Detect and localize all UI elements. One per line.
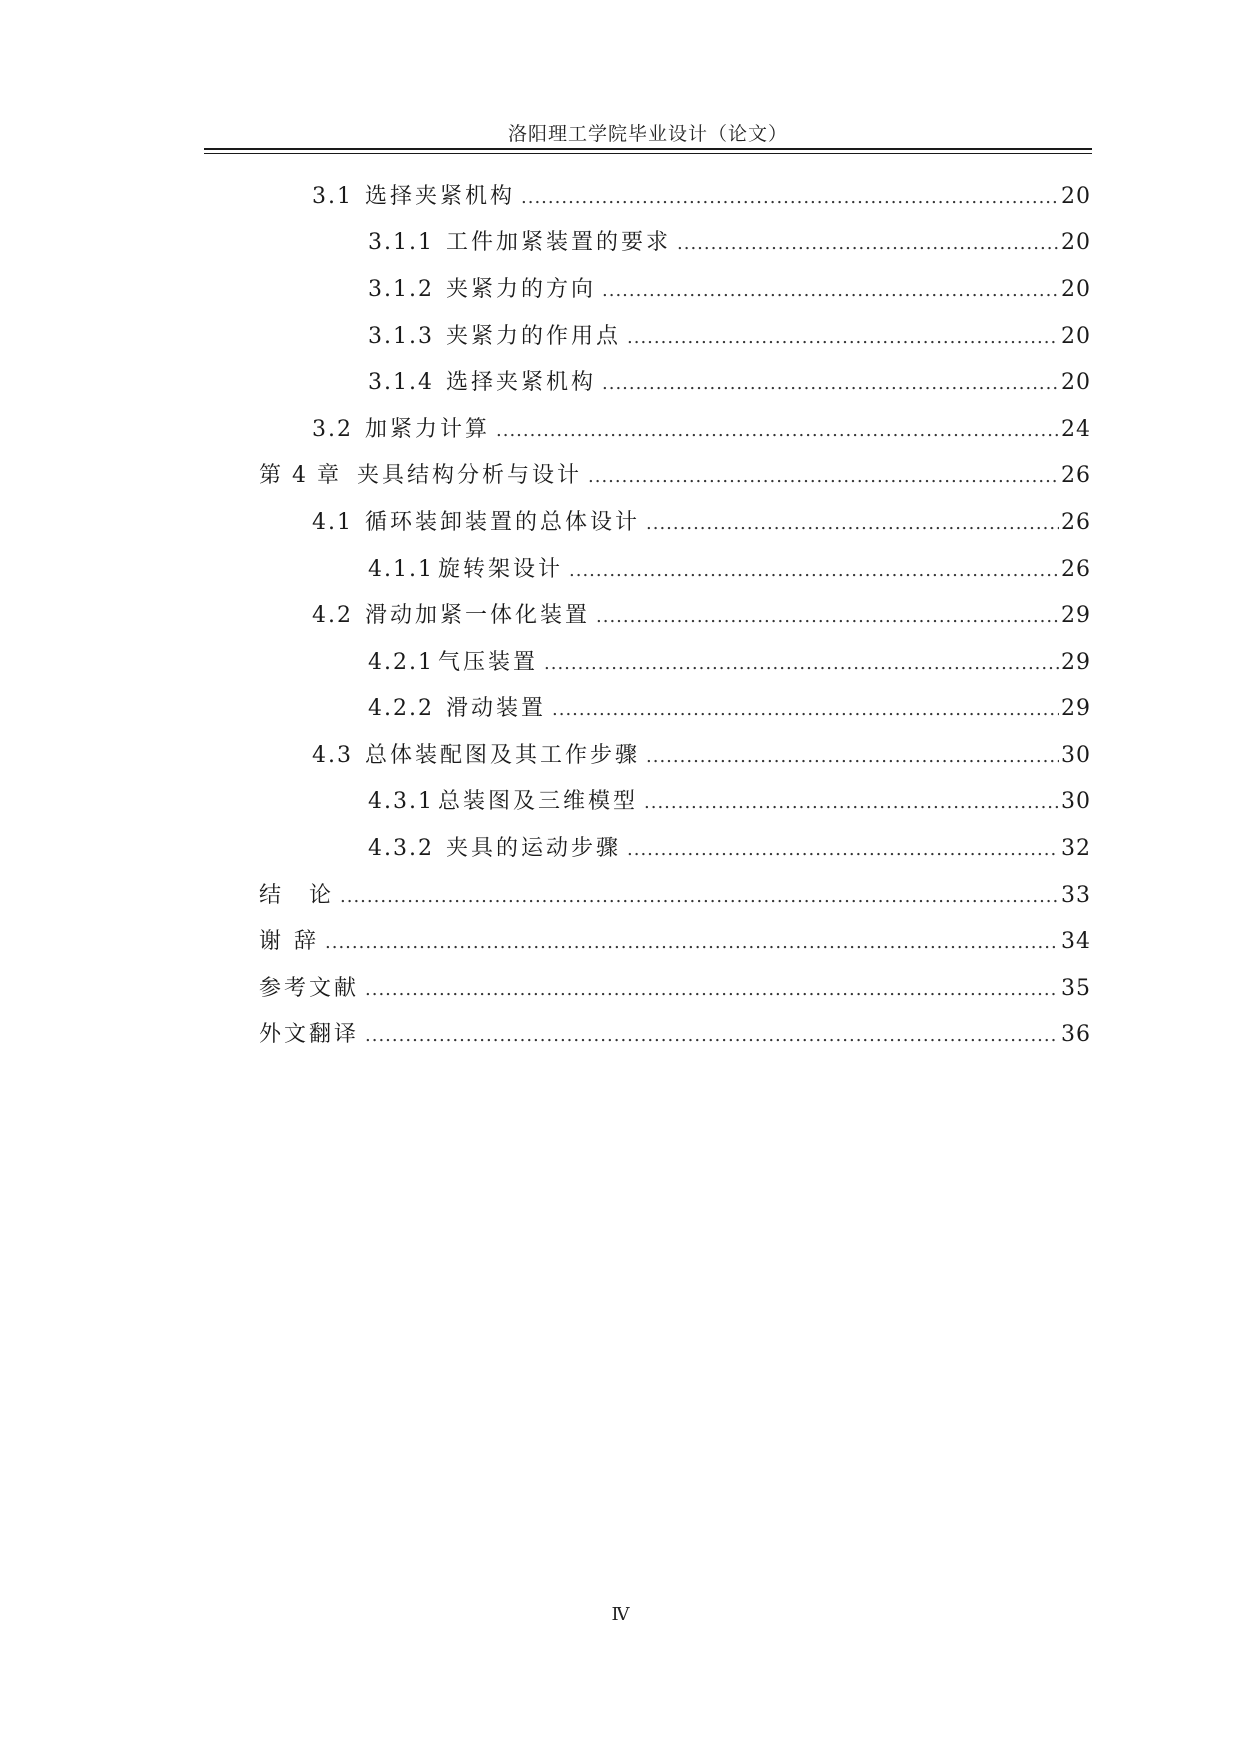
toc-entry-page: 26 xyxy=(1061,463,1091,488)
toc-entry[interactable] xyxy=(368,365,1091,405)
toc-entry-page: 36 xyxy=(1061,1022,1091,1047)
toc-entry-page: 20 xyxy=(1061,370,1091,395)
toc-leader-dots xyxy=(521,187,1059,208)
toc-entry[interactable] xyxy=(368,552,1091,592)
toc-entry-number: 3.2 xyxy=(312,417,353,442)
toc-leader-dots xyxy=(627,327,1059,348)
toc-leader-dots xyxy=(644,792,1059,813)
toc-leader-dots xyxy=(496,420,1059,441)
toc-leader-dots xyxy=(365,979,1059,1000)
header-rule xyxy=(204,148,1092,150)
toc-entry-number: 3.1.3 xyxy=(368,324,434,349)
toc-entry-number: 3.1 xyxy=(312,184,353,209)
toc-leader-dots xyxy=(646,746,1059,767)
toc-entry-title: 气压装置 xyxy=(437,650,538,675)
toc-entry-number: 4.2 xyxy=(312,603,353,628)
toc-entry-title: 结 论 xyxy=(259,883,335,908)
toc-entry-page: 30 xyxy=(1061,743,1091,768)
toc-entry-number: 4.2.2 xyxy=(368,696,434,721)
toc-entry-page: 33 xyxy=(1061,883,1091,908)
toc-entry-title: 循环装卸装置的总体设计 xyxy=(365,510,641,535)
toc-entry-page: 20 xyxy=(1061,324,1091,349)
toc-entry-title: 夹具结构分析与设计 xyxy=(356,463,582,488)
toc-entry-page: 35 xyxy=(1061,976,1091,1001)
toc-entry[interactable] xyxy=(259,1017,1091,1057)
toc-entry-title: 总装图及三维模型 xyxy=(437,789,638,814)
toc-entry[interactable] xyxy=(368,319,1091,359)
toc-entry-title: 外文翻译 xyxy=(259,1022,360,1047)
toc-leader-dots xyxy=(325,932,1059,953)
toc-entry-page: 34 xyxy=(1061,929,1091,954)
toc-entry[interactable] xyxy=(259,458,1091,498)
toc-entry[interactable] xyxy=(259,878,1091,918)
toc-entry[interactable] xyxy=(312,738,1091,778)
toc-leader-dots xyxy=(646,513,1059,534)
toc-leader-dots xyxy=(588,466,1059,487)
toc-entry-number: 3.1.4 xyxy=(368,370,434,395)
toc-entry[interactable] xyxy=(312,179,1091,219)
toc-leader-dots xyxy=(627,839,1059,860)
toc-entry-title: 滑动装置 xyxy=(445,696,546,721)
toc-entry-number: 4.2.1 xyxy=(368,650,434,675)
toc-leader-dots xyxy=(365,1025,1059,1046)
toc-entry[interactable] xyxy=(368,831,1091,871)
header-rule-thin xyxy=(204,153,1092,154)
toc-entry-number: 4.1.1 xyxy=(368,557,434,582)
toc-entry-page: 29 xyxy=(1061,650,1091,675)
toc-entry-page: 26 xyxy=(1061,510,1091,535)
toc-entry-page: 20 xyxy=(1061,230,1091,255)
toc-leader-dots xyxy=(677,233,1059,254)
toc-entry[interactable] xyxy=(259,924,1091,964)
toc-entry-page: 24 xyxy=(1061,417,1091,442)
toc-entry-title: 旋转架设计 xyxy=(437,557,563,582)
toc-entry-title: 夹紧力的作用点 xyxy=(445,324,621,349)
toc-entry-page: 29 xyxy=(1061,603,1091,628)
toc-entry-title: 加紧力计算 xyxy=(365,417,491,442)
toc-leader-dots xyxy=(340,886,1059,907)
toc-entry-number: 3.1.2 xyxy=(368,277,434,302)
toc-entry-title: 工件加紧装置的要求 xyxy=(445,230,671,255)
toc-entry[interactable] xyxy=(312,505,1091,545)
toc-entry-title: 滑动加紧一体化装置 xyxy=(365,603,591,628)
toc-leader-dots xyxy=(602,280,1059,301)
toc-entry-title: 参考文献 xyxy=(259,976,360,1001)
toc-entry[interactable] xyxy=(312,598,1091,638)
toc-entry-page: 32 xyxy=(1061,836,1091,861)
toc-entry-title: 谢 辞 xyxy=(259,929,319,954)
toc-entry-title: 夹紧力的方向 xyxy=(445,277,596,302)
toc-entry[interactable] xyxy=(312,412,1091,452)
toc-entry[interactable] xyxy=(368,645,1091,685)
toc-leader-dots xyxy=(552,699,1059,720)
toc-entry-title: 总体装配图及其工作步骤 xyxy=(365,743,641,768)
toc-entry-page: 26 xyxy=(1061,557,1091,582)
toc-entry-title: 夹具的运动步骤 xyxy=(445,836,621,861)
toc-entry-number: 4.1 xyxy=(312,510,353,535)
toc-entry-title: 选择夹紧机构 xyxy=(365,184,516,209)
toc-entry-page: 20 xyxy=(1061,184,1091,209)
toc-entry-page: 29 xyxy=(1061,696,1091,721)
page-number: Ⅳ xyxy=(611,1604,630,1625)
toc-entry[interactable] xyxy=(259,971,1091,1011)
toc-entry-number: 第 4 章 xyxy=(259,463,341,488)
toc-leader-dots xyxy=(544,653,1059,674)
toc-leader-dots xyxy=(602,373,1059,394)
toc-entry-page: 30 xyxy=(1061,789,1091,814)
toc-leader-dots xyxy=(569,560,1059,581)
toc-leader-dots xyxy=(596,606,1059,627)
toc-entry[interactable] xyxy=(368,691,1091,731)
toc-entry[interactable] xyxy=(368,225,1091,265)
toc-entry-title: 选择夹紧机构 xyxy=(445,370,596,395)
toc-entry[interactable] xyxy=(368,272,1091,312)
toc-entry-number: 4.3.1 xyxy=(368,789,434,814)
toc-entry-page: 20 xyxy=(1061,277,1091,302)
toc-entry-number: 3.1.1 xyxy=(368,230,434,255)
toc-entry-number: 4.3.2 xyxy=(368,836,434,861)
page-header: 洛阳理工学院毕业设计（论文） xyxy=(507,123,788,145)
toc-entry[interactable] xyxy=(368,784,1091,824)
toc-entry-number: 4.3 xyxy=(312,743,353,768)
